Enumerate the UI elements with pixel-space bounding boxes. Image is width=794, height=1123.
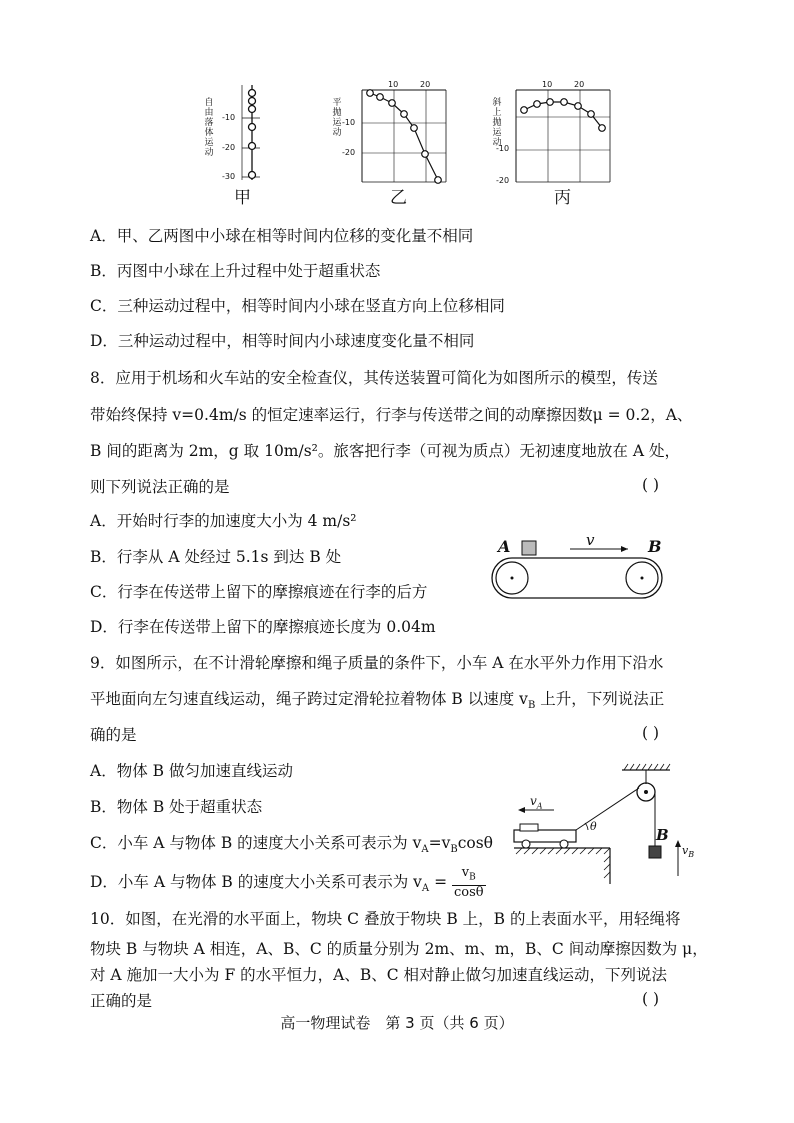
yi-ball xyxy=(422,151,429,158)
q9-option-c-tail: cosθ xyxy=(457,834,493,852)
jia-ylabel: 自由落体运动 xyxy=(204,98,214,158)
bing-ball xyxy=(588,111,595,118)
pulley-label-vb-v: v xyxy=(682,844,689,857)
jia-ball xyxy=(249,172,256,179)
bing-ball xyxy=(521,107,528,114)
jia-ball xyxy=(249,98,256,105)
jia-graph xyxy=(200,80,280,190)
pulley-label-theta: θ xyxy=(590,820,597,833)
bing-ball xyxy=(599,125,606,132)
q9-option-b: B．物体 B 处于超重状态 xyxy=(90,798,263,816)
pulley-label-va-sub: A xyxy=(536,801,543,811)
q10-stem-line2: 物块 B 与物块 A 相连，A、B、C 的质量分别为 2m、m、m，B、C 间动摩擦因数为 μ， xyxy=(90,940,708,958)
yi-ball xyxy=(367,90,374,97)
q7-option-d: D．三种运动过程中，相等时间内小球速度变化量不相同 xyxy=(90,332,475,350)
q8-option-a: A．开始时行李的加速度大小为 4 m/s² xyxy=(90,512,357,530)
pulley-label-vb xyxy=(682,844,694,859)
q8-stem-line4: 则下列说法正确的是 xyxy=(90,478,230,496)
yi-ball xyxy=(411,125,418,132)
bing-ball xyxy=(575,103,582,110)
bing-xtick: 10 xyxy=(542,80,553,89)
q9-stem-line2 xyxy=(90,688,664,717)
figure-yi xyxy=(328,80,458,210)
yi-ball xyxy=(377,94,384,101)
bing-ball xyxy=(547,99,554,106)
block-b xyxy=(649,846,661,858)
yi-xtick: 10 xyxy=(388,80,399,89)
q9-option-d-fraction xyxy=(452,866,486,900)
yi-ylabel: 平抛运动 xyxy=(332,98,342,138)
bing-ytick: -10 xyxy=(496,144,510,153)
q9-stem-line2-tail: 上升，下列说法正 xyxy=(535,690,665,708)
q9-option-d-pre: D．小车 A 与物体 B 的速度大小关系可表示为 v xyxy=(90,872,422,891)
q7-option-c: C．三种运动过程中，相等时间内小球在竖直方向上位移相同 xyxy=(90,297,505,315)
conveyor-label-b: B xyxy=(648,537,662,556)
q9-stem-line3: 确的是 xyxy=(90,726,137,744)
jia-ball xyxy=(249,106,256,113)
jia-ball xyxy=(249,143,256,150)
q8-answer-bracket: ( ) xyxy=(642,476,660,494)
q9-option-d xyxy=(90,866,486,900)
jia-tick: -20 xyxy=(222,143,236,152)
q9-option-d-sub: A xyxy=(421,882,430,894)
pulley-label-va-v: v xyxy=(530,794,537,808)
figure-jia xyxy=(200,80,280,210)
yi-ball xyxy=(435,177,442,184)
q8-option-c: C．行李在传送带上留下的摩擦痕迹在行李的后方 xyxy=(90,583,428,601)
luggage-block xyxy=(522,541,536,555)
q9-option-c-pre: C．小车 A 与物体 B 的速度大小关系可表示为 v xyxy=(90,834,422,852)
q9-option-a: A．物体 B 做匀加速直线运动 xyxy=(90,762,293,780)
q9-option-d-num-sub: B xyxy=(469,872,476,883)
jia-ball xyxy=(249,124,256,131)
q7-option-b: B．丙图中小球在上升过程中处于超重状态 xyxy=(90,262,381,280)
q9-stem-line2-sub: B xyxy=(527,700,536,712)
q9-option-d-den: cosθ xyxy=(453,884,484,900)
q9-stem-line2-text: 平地面向左匀速直线运动，绳子跨过定滑轮拉着物体 B 以速度 v xyxy=(90,690,528,708)
pulley-label-va xyxy=(530,794,543,810)
jia-ball xyxy=(249,90,256,97)
conveyor-figure xyxy=(488,531,678,605)
jia-tick: -10 xyxy=(222,113,236,122)
pulley-figure xyxy=(506,758,696,888)
q8-option-b: B．行李从 A 处经过 5.1s 到达 B 处 xyxy=(90,548,342,566)
yi-ytick: -10 xyxy=(342,118,356,127)
yi-ball xyxy=(389,100,396,107)
q8-stem-line2: 带始终保持 v=0.4m/s 的恒定速率运行，行李与传送带之间的动摩擦因数μ = 0.2，A、 xyxy=(90,406,693,424)
q9-answer-bracket: ( ) xyxy=(642,724,660,742)
q9-option-c-sub2: B xyxy=(450,844,458,856)
conveyor-label-v: v xyxy=(586,531,595,549)
pulley-label-b: B xyxy=(656,826,669,844)
bing-graph xyxy=(488,80,628,190)
q10-stem-line1: 10．如图，在光滑的水平面上，物块 C 叠放于物块 B 上，B 的上表面水平，用轻绳将 xyxy=(90,910,681,928)
bing-ball xyxy=(534,101,541,108)
q10-stem-line3: 对 A 施加一大小为 F 的水平恒力，A、B、C 相对静止做匀加速直线运动，下列说法 xyxy=(90,966,668,984)
bing-caption: 丙 xyxy=(554,188,571,208)
q10-stem-line4: 正确的是 xyxy=(90,992,153,1010)
q8-option-d: D．行李在传送带上留下的摩擦痕迹长度为 0.04m xyxy=(90,618,436,636)
yi-xtick: 20 xyxy=(420,80,431,89)
q9-option-c-sub1: A xyxy=(421,844,429,856)
q9-stem-line1: 9．如图所示，在不计滑轮摩擦和绳子质量的条件下，小车 A 在水平外力作用下沿水 xyxy=(90,654,664,672)
pulley-label-vb-sub: B xyxy=(688,850,695,860)
q8-stem-line3: B 间的距离为 2m，g 取 10m/s²。旅客把行李（可视为质点）无初速度地放在 A 处， xyxy=(90,442,680,460)
jia-tick: -30 xyxy=(222,172,236,181)
q9-option-d-num: v xyxy=(461,865,470,880)
jia-caption: 甲 xyxy=(234,188,251,208)
conveyor-label-a: A xyxy=(498,537,511,556)
q7-option-a: A．甲、乙两图中小球在相等时间内位移的变化量不相同 xyxy=(90,227,474,245)
yi-caption: 乙 xyxy=(390,188,407,208)
yi-ytick: -20 xyxy=(342,148,356,157)
q10-answer-bracket: ( ) xyxy=(642,990,660,1008)
car-a xyxy=(514,830,576,842)
q9-option-c-mid: =v xyxy=(428,834,451,852)
yi-ball xyxy=(401,111,408,118)
bing-ball xyxy=(561,99,568,106)
page-footer: 高一物理试卷 第 3 页（共 6 页） xyxy=(280,1014,514,1032)
q9-option-c xyxy=(90,832,493,861)
figure-bing xyxy=(488,80,628,210)
bing-xtick: 20 xyxy=(574,80,585,89)
bing-ylabel: 斜上抛运动 xyxy=(492,98,502,148)
yi-graph xyxy=(328,80,458,190)
q9-option-d-eq: = xyxy=(429,872,452,891)
q8-stem-line1: 8．应用于机场和火车站的安全检查仪，其传送装置可简化为如图所示的模型，传送 xyxy=(90,369,658,387)
bing-ytick: -20 xyxy=(496,176,510,185)
